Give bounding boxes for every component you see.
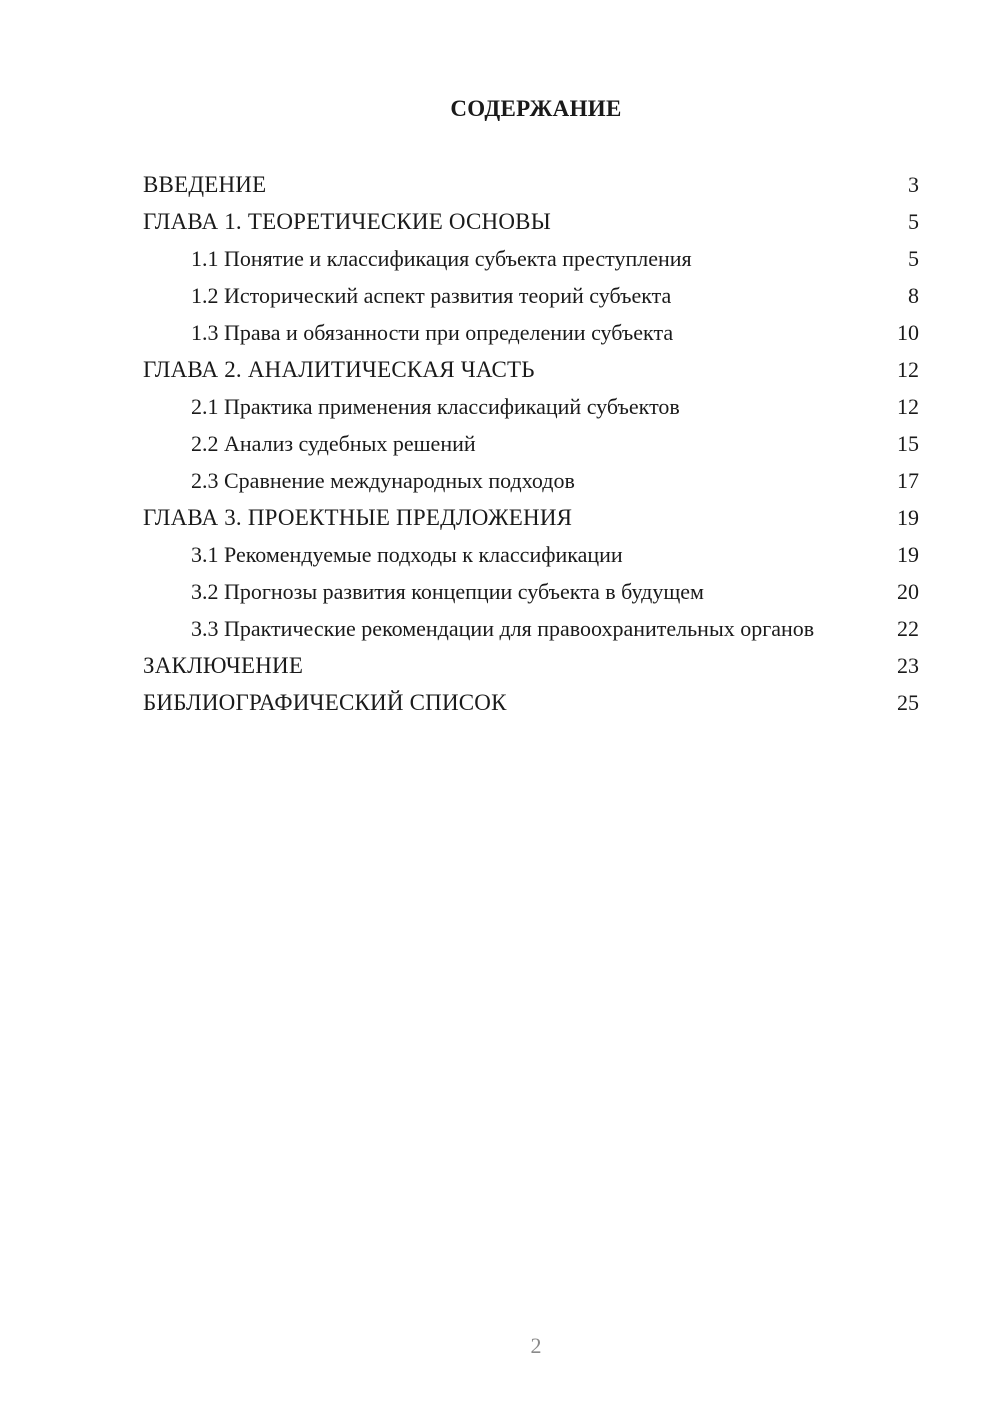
toc-entry-text: ВВЕДЕНИЕ [143,172,267,197]
toc-entry-bibliography [143,684,919,721]
toc-entry-page: 17 [897,468,919,493]
toc-entry-text: ГЛАВА 2. АНАЛИТИЧЕСКАЯ ЧАСТЬ [143,357,535,382]
toc-entry-text: 2.3 Сравнение международных подходов [191,468,575,493]
toc-entry-text: БИБЛИОГРАФИЧЕСКИЙ СПИСОК [143,690,507,715]
toc-entry-page: 5 [908,209,919,234]
toc-entry-page: 20 [897,579,919,604]
toc-entry-section-3-3 [143,610,919,647]
toc-entry-page: 8 [908,283,919,308]
toc-entry-section-3-2 [143,573,919,610]
toc-entry-section-1-1 [143,240,919,277]
toc-entry-section-2-2 [143,425,919,462]
toc-entry-text: 2.2 Анализ судебных решений [191,431,476,456]
toc-entry-chapter-2 [143,351,919,388]
toc-entry-conclusion [143,647,919,684]
toc-entry-section-1-2 [143,277,919,314]
toc-entry-page: 19 [897,542,919,567]
toc-entry-page: 25 [897,690,919,715]
toc-entry-chapter-3 [143,499,919,536]
toc-entry-page: 12 [897,357,919,382]
toc-entry-page: 23 [897,653,919,678]
toc-entry-introduction [143,166,919,203]
toc-entry-page: 15 [897,431,919,456]
page-number: 2 [530,1333,542,1358]
toc-entry-section-2-3 [143,462,919,499]
toc-entry-page: 3 [908,172,919,197]
toc-entry-section-2-1 [143,388,919,425]
page-title: СОДЕРЖАНИЕ [450,96,622,121]
toc-entry-section-1-3 [143,314,919,351]
toc-entry-text: 2.1 Практика применения классификаций субъектов [191,394,680,419]
toc-entry-page: 19 [897,505,919,530]
toc-entry-section-3-1 [143,536,919,573]
toc-entry-text: 3.1 Рекомендуемые подходы к классификации [191,542,623,567]
toc-entry-page: 12 [897,394,919,419]
toc-entry-chapter-1 [143,203,919,240]
table-of-contents [143,166,919,721]
toc-entry-text: ГЛАВА 1. ТЕОРЕТИЧЕСКИЕ ОСНОВЫ [143,209,551,234]
toc-entry-text: 3.3 Практические рекомендации для правоохранительных органов [191,616,815,641]
toc-entry-page: 22 [897,616,919,641]
toc-entry-text: ЗАКЛЮЧЕНИЕ [143,653,304,678]
toc-entry-text: 1.1 Понятие и классификация субъекта преступления [191,246,692,271]
toc-entry-page: 10 [897,320,919,345]
toc-entry-text: 1.2 Исторический аспект развития теорий субъекта [191,283,672,308]
toc-entry-text: 3.2 Прогнозы развития концепции субъекта в будущем [191,579,704,604]
toc-entry-text: ГЛАВА 3. ПРОЕКТНЫЕ ПРЕДЛОЖЕНИЯ [143,505,573,530]
toc-entry-text: 1.3 Права и обязанности при определении субъекта [191,320,674,345]
toc-entry-page: 5 [908,246,919,271]
